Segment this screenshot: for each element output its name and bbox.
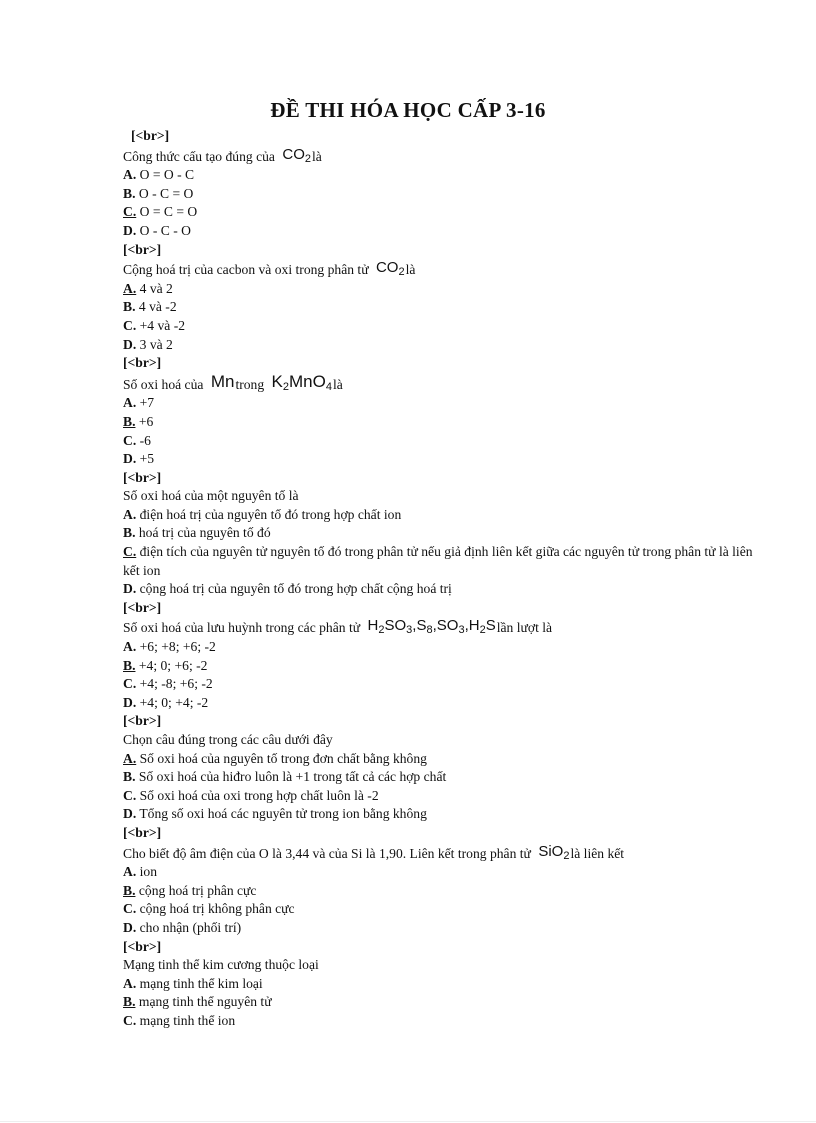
separator: [<br>] — [123, 824, 162, 840]
formula: $CO_2$ — [375, 259, 405, 279]
option-a: A. +7 — [123, 395, 155, 411]
question-stem: Công thức cấu tạo đúng của $CO_2là$ — [123, 145, 322, 165]
question-list — [123, 127, 763, 1031]
separator: [<br>] — [123, 713, 162, 729]
option-b: B. 4 và -2 — [123, 299, 177, 315]
option-d: D. 3 và 2 — [123, 336, 173, 352]
option-c: C. cộng hoá trị không phân cực — [123, 901, 295, 917]
option-d: D. Tổng số oxi hoá các nguyên tử trong ion bằng không — [123, 806, 427, 822]
option-a-correct: A. 4 và 2 — [123, 280, 173, 296]
option-c-correct: C. O = C = O — [123, 204, 198, 220]
option-d: D. O - C - O — [123, 222, 191, 238]
option-a: A. ion — [123, 864, 157, 880]
option-d: D. +5 — [123, 451, 155, 467]
option-c: C. mạng tinh thể ion — [123, 1012, 236, 1028]
option-b-correct: B. mạng tinh thể nguyên tử — [123, 994, 272, 1010]
option-b-correct: B. +4; 0; +6; -2 — [123, 657, 208, 673]
separator: [<br>] — [123, 355, 162, 371]
option-d: D. cộng hoá trị của nguyên tố đó trong hợp chất cộng hoá trị — [123, 581, 452, 597]
option-c: C. -6 — [123, 432, 151, 448]
option-a: A. O = O - C — [123, 167, 195, 183]
option-d: D. cho nhận (phối trí) — [123, 919, 242, 935]
separator: [<br>] — [123, 469, 162, 485]
option-c: C. Số oxi hoá của oxi trong hợp chất luôn là -2 — [123, 787, 379, 803]
option-c-correct: C. điện tích của nguyên tử nguyên tố đó trong phân tử nếu giả định liên kết giữa các nguyên tử trong phân tử là liên kết ion — [123, 544, 753, 578]
option-b: B. Số oxi hoá của hiđro luôn là +1 trong tất cả các hợp chất — [123, 769, 447, 785]
question-stem: Số oxi hoá của lưu huỳnh trong các phân tử $H_2SO_3,S_8,SO_3,H_2Slần$ lượt là — [123, 617, 553, 637]
option-a: A. mạng tinh thể kim loại — [123, 975, 263, 991]
separator: [<br>] — [123, 241, 162, 257]
option-c: C. +4; -8; +6; -2 — [123, 676, 213, 692]
page-title: ĐỀ THI HÓA HỌC CẤP 3-16 — [270, 98, 546, 122]
option-b-correct: B. +6 — [123, 413, 154, 429]
question-stem: Chọn câu đúng trong các câu dưới đây — [123, 732, 333, 747]
separator: [<br>] — [123, 599, 162, 615]
separator: [<br>] — [131, 128, 170, 143]
question-stem: Số oxi hoá của một nguyên tố là — [123, 488, 299, 504]
option-b: B. O - C = O — [123, 185, 194, 201]
option-c: C. +4 và -2 — [123, 317, 186, 333]
formula: SiO$_2$ — [538, 842, 570, 862]
question-stem: Cho biết độ âm điện của O là 3,44 và của Si là 1,90. Liên kết trong phân tử SiO$_2$là liên kết — [123, 842, 625, 862]
question-stem: Số oxi hoá của Mntrong $K_2MnO_4là$ — [123, 371, 343, 393]
question-stem: Cộng hoá trị của cacbon và oxi trong phân tử $CO_2là$ — [123, 259, 416, 279]
option-d: D. +4; 0; +4; -2 — [123, 694, 209, 710]
option-a-correct: A. Số oxi hoá của nguyên tố trong đơn chất bằng không — [123, 750, 427, 766]
option-a: A. điện hoá trị của nguyên tố đó trong hợp chất ion — [123, 506, 402, 522]
question-stem: Mạng tinh thể kim cương thuộc loại — [123, 957, 319, 973]
option-b-correct: B. cộng hoá trị phân cực — [123, 882, 257, 898]
page-bottom-edge — [0, 1121, 816, 1122]
option-a: A. +6; +8; +6; -2 — [123, 639, 216, 655]
formula: $K_2MnO_4$ — [271, 371, 332, 393]
option-b: B. hoá trị của nguyên tố đó — [123, 525, 271, 541]
separator: [<br>] — [123, 938, 162, 954]
formula: $CO_2$ — [282, 145, 311, 165]
formula: Mn — [210, 371, 235, 391]
formula: $H_2SO_3,S_8,SO_3,H_2S$ — [367, 617, 496, 637]
